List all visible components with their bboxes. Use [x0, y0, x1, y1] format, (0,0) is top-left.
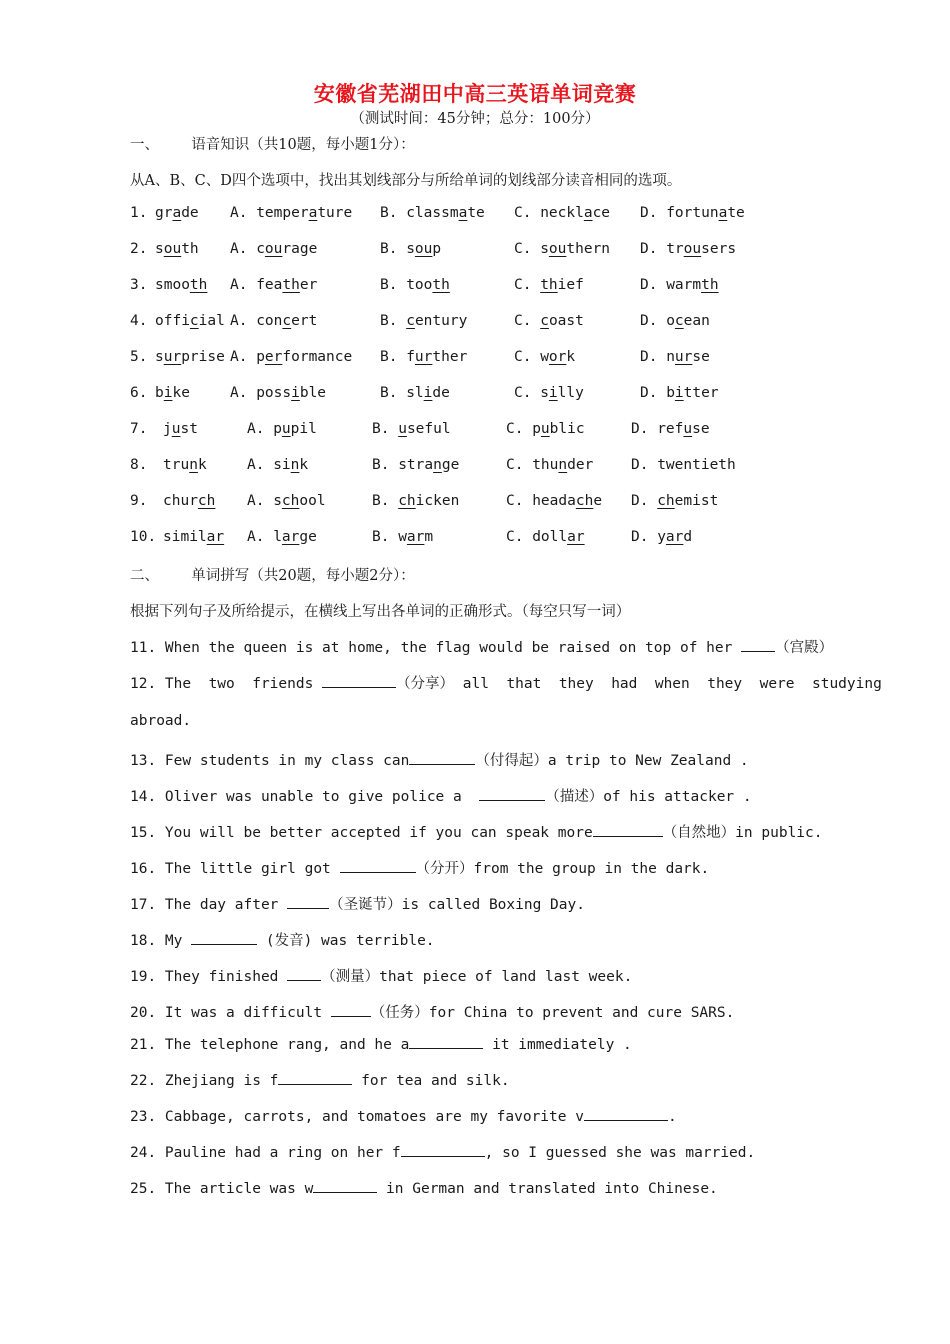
option-text: D. fortunate	[640, 205, 745, 221]
spelling-question	[130, 636, 833, 657]
section1-instruction: 从A、B、C、D四个选项中，找出其划线部分与所给单词的划线部分读音相同的选项。	[130, 173, 682, 189]
option-c	[514, 385, 584, 401]
target-word	[155, 205, 199, 221]
question-number: 14.	[130, 789, 165, 805]
question-text-after: it immediately .	[483, 1037, 632, 1053]
question-number: 9.	[130, 493, 148, 509]
option-c	[514, 205, 610, 221]
answer-blank[interactable]	[278, 1083, 352, 1085]
question-number: 25.	[130, 1181, 165, 1197]
word-text: similar	[163, 529, 225, 545]
section2-instruction: 根据下列句子及所给提示，在横线上写出各单词的正确形式。（每空只写一词）	[130, 604, 631, 620]
option-text: D. yard	[631, 529, 693, 545]
option-text: B. warm	[372, 529, 434, 545]
question-text-after: （分开）from the group in the dark.	[415, 861, 710, 877]
option-text: C. thief	[514, 277, 584, 293]
answer-blank[interactable]	[593, 835, 663, 837]
question-text-before: Oliver was unable to give police a	[164, 789, 480, 805]
question-number: 8.	[130, 457, 148, 473]
spelling-question	[130, 1073, 510, 1089]
word-text: bike	[155, 385, 190, 401]
option-text: D. twentieth	[631, 457, 736, 473]
answer-blank[interactable]	[409, 763, 475, 765]
spelling-question	[130, 713, 191, 729]
option-a	[247, 457, 308, 473]
option-d	[640, 277, 719, 293]
question-text-before: The two friends	[164, 676, 323, 692]
option-text: A. feather	[230, 277, 318, 293]
spelling-question	[130, 1109, 677, 1125]
option-b	[372, 493, 459, 509]
option-text: A. courage	[230, 241, 318, 257]
spelling-question	[130, 1181, 718, 1197]
option-c	[514, 313, 584, 329]
answer-blank[interactable]	[313, 1191, 377, 1193]
spelling-question	[130, 785, 752, 806]
question-text-before: Few students in my class can	[164, 753, 410, 769]
option-b	[372, 421, 451, 437]
option-text: B. further	[380, 349, 468, 365]
answer-blank[interactable]	[331, 1015, 371, 1017]
answer-blank[interactable]	[479, 799, 545, 801]
option-d	[631, 457, 736, 473]
question-text-before: My	[164, 933, 192, 949]
option-b	[380, 205, 485, 221]
target-word	[155, 277, 207, 293]
page-subtitle: （测试时间：45分钟；总分：100分）	[350, 111, 600, 127]
target-word	[163, 421, 198, 437]
question-text-after: （圣诞节）is called Boxing Day.	[329, 897, 585, 913]
answer-blank[interactable]	[322, 686, 396, 688]
target-word	[163, 529, 224, 545]
question-number: 19.	[130, 969, 165, 985]
option-d	[640, 349, 710, 365]
spelling-question	[130, 672, 882, 693]
option-text: B. soup	[380, 241, 442, 257]
option-d	[631, 421, 710, 437]
question-number: 10.	[130, 529, 157, 545]
question-text-after: （测量）that piece of land last week.	[321, 969, 633, 985]
question-number: 13.	[130, 753, 165, 769]
word-text: just	[163, 421, 198, 437]
option-a	[230, 313, 317, 329]
option-text: A. school	[247, 493, 326, 509]
question-text-after: (发音) was terrible.	[257, 933, 435, 949]
option-c	[506, 493, 602, 509]
question-text-after: in German and translated into Chinese.	[377, 1181, 718, 1197]
option-text: C. necklace	[514, 205, 611, 221]
question-text-before: The telephone rang, and he a	[164, 1037, 410, 1053]
option-text: C. work	[514, 349, 576, 365]
option-c	[514, 349, 575, 365]
answer-blank[interactable]	[191, 943, 257, 945]
target-word	[155, 241, 199, 257]
option-c	[506, 421, 585, 437]
question-text-before: The day after	[164, 897, 288, 913]
option-text: C. headache	[506, 493, 603, 509]
target-word	[155, 385, 190, 401]
word-text: grade	[155, 205, 199, 221]
question-text-before: The article was w	[164, 1181, 314, 1197]
question-text-before: abroad.	[130, 713, 192, 729]
option-c	[514, 241, 610, 257]
spelling-question	[130, 929, 435, 950]
question-text-before: Zhejiang is f	[164, 1073, 279, 1089]
section2-heading: 二、 单词拼写（共20题，每小题2分）：	[130, 568, 415, 584]
question-text-before: The little girl got	[164, 861, 340, 877]
question-number: 7.	[130, 421, 148, 437]
spelling-question	[130, 857, 709, 878]
spelling-question	[130, 821, 823, 842]
word-text: trunk	[163, 457, 207, 473]
spelling-question	[130, 1037, 632, 1053]
option-a	[230, 385, 326, 401]
option-text: C. public	[506, 421, 585, 437]
target-word	[163, 493, 215, 509]
option-b	[372, 529, 433, 545]
option-text: A. performance	[230, 349, 353, 365]
option-text: B. century	[380, 313, 468, 329]
option-b	[380, 277, 450, 293]
question-text-before: When the queen is at home, the flag would be raised on top of her	[164, 640, 742, 656]
question-number: 5.	[130, 349, 148, 365]
question-number: 20.	[130, 1005, 165, 1021]
question-text-before: Cabbage, carrots, and tomatoes are my favorite v	[164, 1109, 584, 1125]
answer-blank[interactable]	[584, 1119, 668, 1121]
question-number: 18.	[130, 933, 165, 949]
option-a	[247, 421, 317, 437]
question-number: 22.	[130, 1073, 165, 1089]
option-text: B. chicken	[372, 493, 460, 509]
option-text: A. concert	[230, 313, 318, 329]
question-text-after: （付得起）a trip to New Zealand .	[475, 753, 749, 769]
option-text: C. dollar	[506, 529, 585, 545]
option-b	[380, 385, 450, 401]
spelling-question	[130, 893, 585, 914]
question-text-before: You will be better accepted if you can speak more	[164, 825, 593, 841]
option-text: A. possible	[230, 385, 327, 401]
option-text: B. classmate	[380, 205, 485, 221]
option-b	[380, 349, 467, 365]
option-text: C. silly	[514, 385, 584, 401]
spelling-question	[130, 749, 749, 770]
spelling-question	[130, 1145, 755, 1161]
spelling-question	[130, 1001, 734, 1022]
option-b	[372, 457, 459, 473]
question-number: 17.	[130, 897, 165, 913]
option-text: C. southern	[514, 241, 611, 257]
word-text: south	[155, 241, 199, 257]
question-number: 16.	[130, 861, 165, 877]
option-text: D. warmth	[640, 277, 719, 293]
option-text: D. trousers	[640, 241, 737, 257]
answer-blank[interactable]	[287, 907, 329, 909]
question-number: 3.	[130, 277, 148, 293]
question-number: 12.	[130, 676, 165, 692]
option-text: D. chemist	[631, 493, 719, 509]
option-a	[247, 529, 317, 545]
question-number: 2.	[130, 241, 148, 257]
option-d	[631, 493, 718, 509]
word-text: official	[155, 313, 225, 329]
question-text-after: for tea and silk.	[352, 1073, 510, 1089]
target-word	[155, 313, 225, 329]
question-number: 11.	[130, 640, 165, 656]
option-text: A. large	[247, 529, 317, 545]
word-text: church	[163, 493, 216, 509]
option-text: B. tooth	[380, 277, 450, 293]
target-word	[155, 349, 225, 365]
question-text-after: （宫殿）	[775, 640, 834, 656]
question-number: 21.	[130, 1037, 165, 1053]
option-text: C. thunder	[506, 457, 594, 473]
question-number: 1.	[130, 205, 148, 221]
question-number: 15.	[130, 825, 165, 841]
option-a	[230, 205, 352, 221]
option-text: A. temperature	[230, 205, 353, 221]
question-number: 4.	[130, 313, 148, 329]
question-number: 24.	[130, 1145, 165, 1161]
option-a	[230, 277, 317, 293]
question-number: 6.	[130, 385, 148, 401]
option-c	[506, 457, 593, 473]
word-text: smooth	[155, 277, 208, 293]
question-text-before: It was a difficult	[164, 1005, 331, 1021]
option-text: A. pupil	[247, 421, 317, 437]
answer-blank[interactable]	[741, 650, 775, 652]
option-a	[247, 493, 326, 509]
option-c	[514, 277, 584, 293]
option-a	[230, 241, 317, 257]
option-text: B. useful	[372, 421, 451, 437]
option-b	[380, 313, 467, 329]
page-title: 安徽省芜湖田中高三英语单词竞赛	[313, 82, 637, 106]
question-text-after: （描述）of his attacker .	[545, 789, 752, 805]
option-d	[640, 313, 710, 329]
question-text-after: , so I guessed she was married.	[484, 1145, 756, 1161]
question-text-after: （自然地）in public.	[662, 825, 823, 841]
word-text: surprise	[155, 349, 225, 365]
option-d	[631, 529, 692, 545]
option-text: D. refuse	[631, 421, 710, 437]
question-text-before: They finished	[164, 969, 288, 985]
question-number: 23.	[130, 1109, 165, 1125]
question-text-after: （任务）for China to prevent and cure SARS.	[370, 1005, 735, 1021]
option-text: D. nurse	[640, 349, 710, 365]
option-text: A. sink	[247, 457, 309, 473]
option-d	[640, 205, 745, 221]
option-a	[230, 349, 352, 365]
question-text-before: Pauline had a ring on her f	[164, 1145, 401, 1161]
option-text: B. slide	[380, 385, 450, 401]
option-text: B. strange	[372, 457, 460, 473]
answer-blank[interactable]	[340, 871, 416, 873]
option-text: D. bitter	[640, 385, 719, 401]
answer-blank[interactable]	[409, 1047, 483, 1049]
option-d	[640, 241, 736, 257]
option-text: C. coast	[514, 313, 584, 329]
option-b	[380, 241, 441, 257]
spelling-question	[130, 965, 632, 986]
answer-blank[interactable]	[401, 1155, 485, 1157]
question-text-after: .	[667, 1109, 677, 1125]
option-d	[640, 385, 719, 401]
answer-blank[interactable]	[287, 979, 321, 981]
option-text: D. ocean	[640, 313, 710, 329]
section1-heading: 一、 语音知识（共10题，每小题1分）：	[130, 137, 415, 153]
option-c	[506, 529, 585, 545]
target-word	[163, 457, 207, 473]
question-text-after: （分享） all that they had when they were studying	[396, 676, 882, 692]
